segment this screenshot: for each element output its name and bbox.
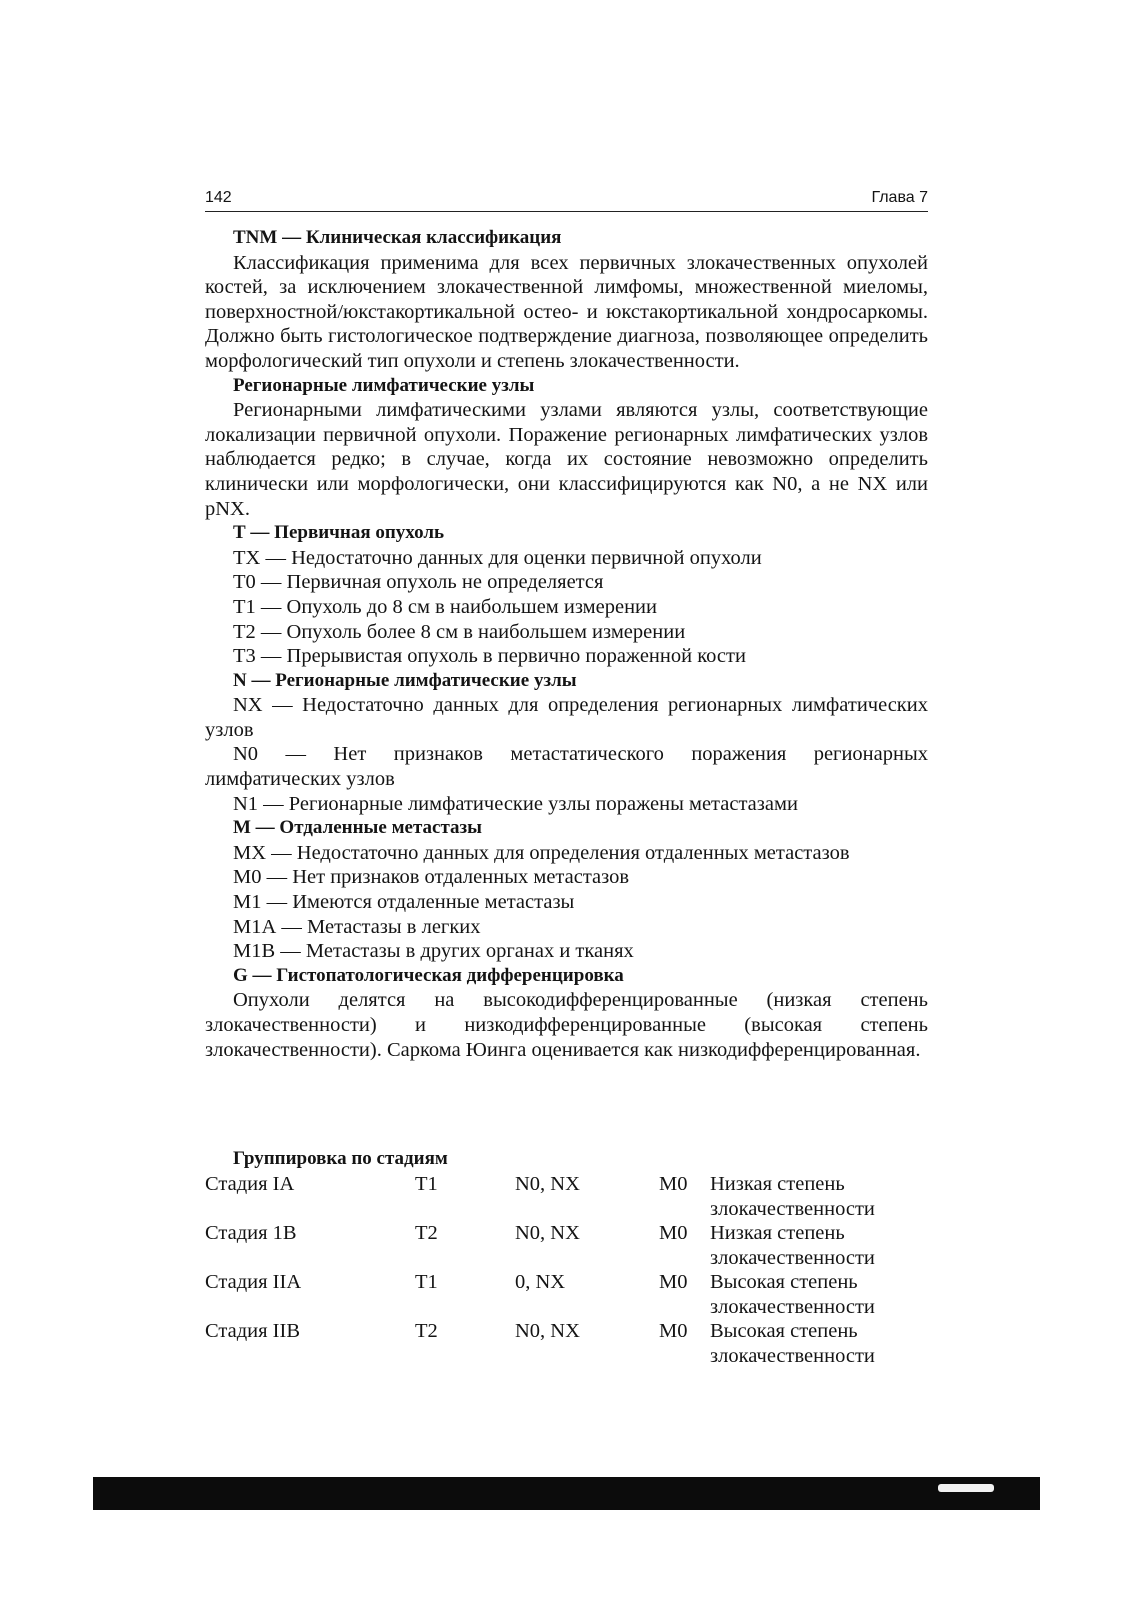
staging-title: Группировка по стадиям <box>233 1148 448 1169</box>
list-item: М1В — Метастазы в других органах и тканях <box>233 940 634 963</box>
list-item: Т0 — Первичная опухоль не определяется <box>233 571 604 594</box>
stage-cell: Стадия IIA <box>205 1271 302 1293</box>
stage-cell: Стадия IIB <box>205 1320 300 1342</box>
stage-cell: Стадия IA <box>205 1173 295 1195</box>
section-heading: TNM — Клиническая классификация <box>233 227 562 248</box>
list-item: М0 — Нет признаков отдаленных метастазов <box>233 866 630 889</box>
scan-edge-bar <box>93 1477 1040 1510</box>
main-text <box>205 226 928 1062</box>
t-cell: T1 <box>415 1271 438 1293</box>
section-heading: М — Отдаленные метастазы <box>233 817 482 839</box>
t-cell: T2 <box>415 1222 438 1244</box>
n-cell: N0, NX <box>515 1173 580 1195</box>
staging-table <box>205 1147 940 1368</box>
list-item: М1А — Метастазы в легких <box>233 915 481 938</box>
paragraph: Опухоли делятся на высокодифференцированные (низкая степень злокачественности) и низкодифференцированные (высокая степень злокачественности). Саркома Юинга оценивается как низкодифференцированная. <box>205 989 928 1061</box>
table-row <box>205 1172 940 1221</box>
m-cell: M0 <box>659 1173 688 1195</box>
table-row <box>205 1270 940 1319</box>
list-item: ТХ — Недостаточно данных для оценки первичной опухоли <box>233 546 762 569</box>
paragraph: Классификация применима для всех первичных злокачественных опухолей костей, за исключением злокачественной лимфомы, множественной миеломы, поверхностной/юкстакортикальной остео- и юкстакортикальной хондросаркомы. Должно быть гистологическое подтверждение диагноза, позволяющее определить морфологический тип опухоли и степень злокачественности. <box>205 251 928 372</box>
m-cell: M0 <box>659 1271 688 1293</box>
list-item: N1 — Регионарные лимфатические узлы поражены метастазами <box>233 792 798 815</box>
list-item: N0 — Нет признаков метастатического поражения регионарных лимфатических узлов <box>205 743 928 791</box>
list-item: М1 — Имеются отдаленные метастазы <box>233 891 575 914</box>
n-cell: N0, NX <box>515 1320 580 1342</box>
list-item: NX — Недостаточно данных для определения регионарных лимфатических узлов <box>205 694 928 741</box>
section-heading: N — Регионарные лимфатические узлы <box>233 669 577 691</box>
list-item: Т1 — Опухоль до 8 см в наибольшем измерении <box>233 595 658 618</box>
section-heading: Регионарные лимфатические узлы <box>233 374 535 396</box>
n-cell: 0, NX <box>515 1271 566 1293</box>
table-row <box>205 1221 940 1270</box>
t-cell: T2 <box>415 1320 438 1342</box>
list-item: МХ — Недостаточно данных для определения отдаленных метастазов <box>233 841 850 864</box>
m-cell: M0 <box>659 1222 688 1244</box>
page-header <box>205 189 928 212</box>
section-heading: G — Гистопатологическая дифференцировка <box>233 964 624 986</box>
list-item: Т3 — Прерывистая опухоль в первично пораженной кости <box>233 645 746 668</box>
stage-cell: Стадия 1B <box>205 1222 297 1244</box>
page-number: 142 <box>205 189 232 206</box>
grade-cell: Низкая степень злокачественности <box>710 1222 875 1269</box>
list-item: Т2 — Опухоль более 8 см в наибольшем измерении <box>233 620 686 643</box>
section-heading: Т — Первичная опухоль <box>233 522 445 544</box>
grade-cell: Высокая степень злокачественности <box>710 1320 875 1367</box>
grade-cell: Высокая степень злокачественности <box>710 1271 875 1318</box>
n-cell: N0, NX <box>515 1222 580 1244</box>
scan-artifact <box>938 1484 994 1492</box>
paragraph: Регионарными лимфатическими узлами являются узлы, соответствующие локализации первичной опухоли. Поражение регионарных лимфатических узлов наблюдается редко; в случае, когда их состояние невозможно определить клинически или морфологически, они классифицируются как N0, а не NX или pNX. <box>205 399 928 520</box>
m-cell: M0 <box>659 1320 688 1342</box>
grade-cell: Низкая степень злокачественности <box>710 1173 875 1220</box>
chapter-title: Глава 7 <box>871 189 928 206</box>
table-row <box>205 1319 940 1368</box>
t-cell: T1 <box>415 1173 438 1195</box>
